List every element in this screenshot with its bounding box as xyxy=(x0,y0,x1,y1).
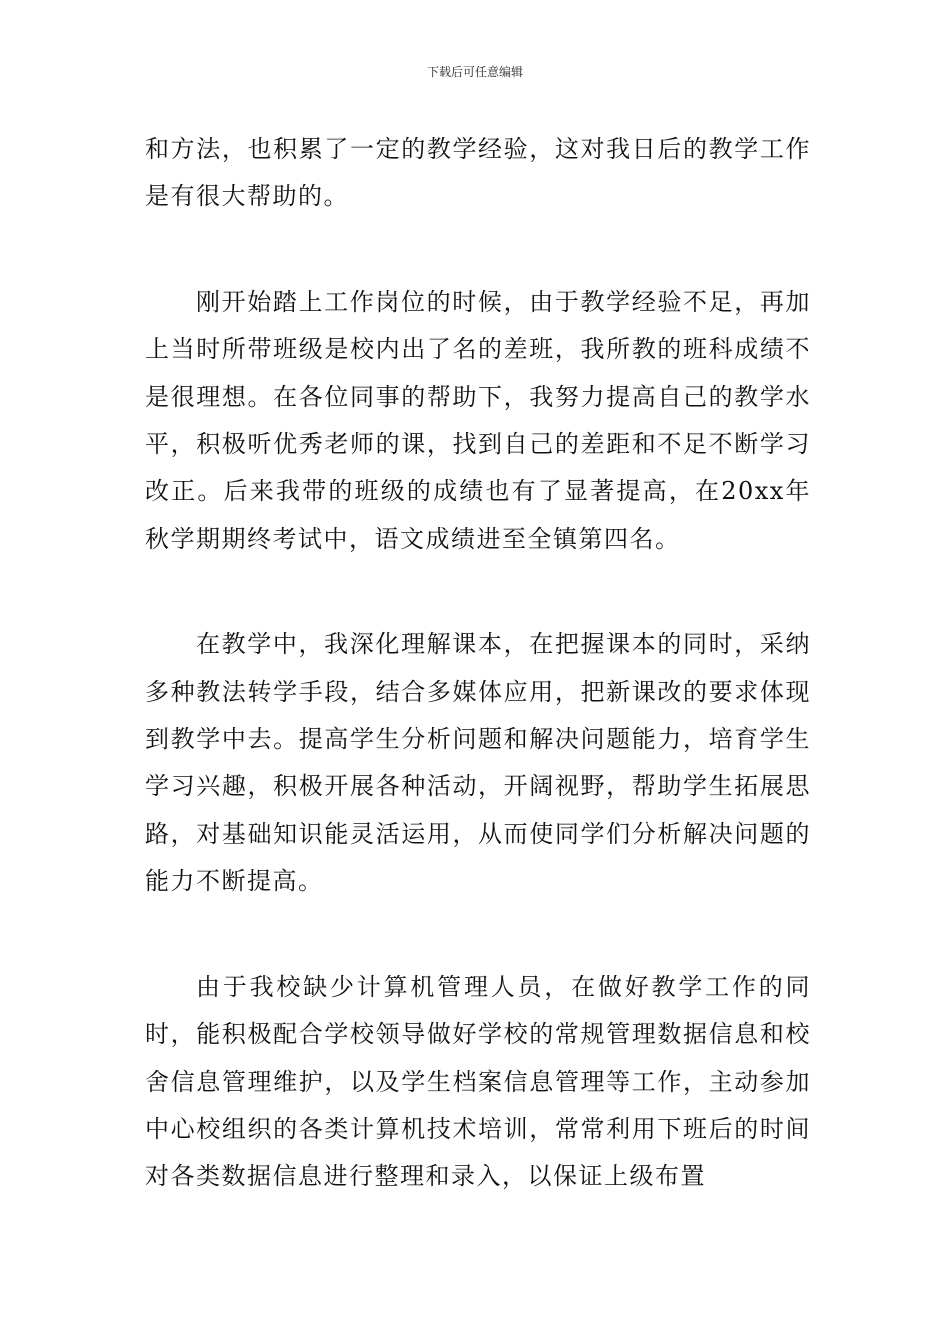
paragraph-computer-management: 由于我校缺少计算机管理人员，在做好教学工作的同时，能积极配合学校领导做好学校的常规管理数据信息和校舍信息管理维护，以及学生档案信息管理等工作，主动参加中心校组织的各类计算机技术培训，常常利用下班后的时间对各类数据信息进行整理和录入，以保证上级布置 xyxy=(145,972,811,1191)
paragraph-continuation: 和方法，也积累了一定的教学经验，这对我日后的教学工作是有很大帮助的。 xyxy=(145,135,811,211)
document-body xyxy=(145,126,811,1201)
page-header: 下载后可任意编辑 xyxy=(426,65,523,79)
paragraph-teaching-experience: 刚开始踏上工作岗位的时候，由于教学经验不足，再加上当时所带班级是校内出了名的差班，我所教的班科成绩不是很理想。在各位同事的帮助下，我努力提高自己的教学水平，积极听优秀老师的课，找到自己的差距和不足不断学习改正。后来我带的班级的成绩也有了显著提高，在20xx年秋学期期终考试中，语文成绩进至全镇第四名。 xyxy=(145,287,811,553)
paragraph-teaching-methods: 在教学中，我深化理解课本，在把握课本的同时，采纳多种教法转学手段，结合多媒体应用，把新课改的要求体现到教学中去。提高学生分析问题和解决问题能力，培育学生学习兴趣，积极开展各种活动，开阔视野，帮助学生拓展思路，对基础知识能灵活运用，从而使同学们分析解决问题的能力不断提高。 xyxy=(145,630,811,896)
